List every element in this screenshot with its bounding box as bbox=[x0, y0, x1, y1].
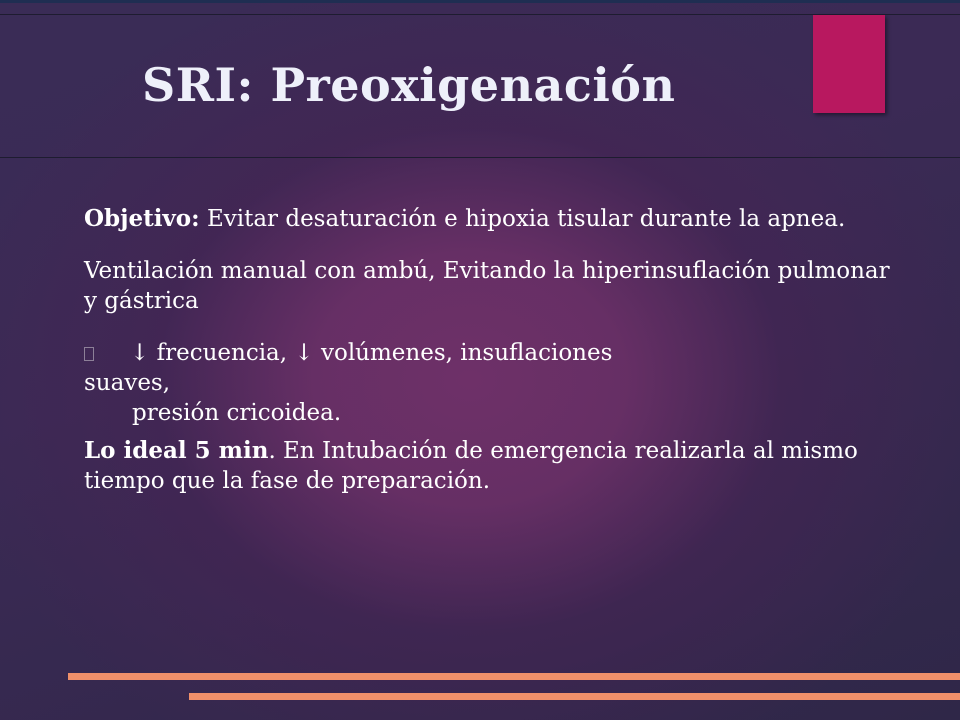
missing-glyph-icon bbox=[84, 347, 94, 361]
decorative-bar-upper bbox=[68, 673, 960, 680]
technique-line-3: presión cricoidea. bbox=[132, 400, 342, 426]
objective-label: Objetivo: bbox=[84, 205, 200, 232]
ventilation-paragraph bbox=[84, 256, 894, 316]
slide-title: SRI: Preoxigenación bbox=[142, 58, 676, 112]
timing-paragraph bbox=[84, 436, 894, 496]
slide-body bbox=[84, 204, 894, 518]
top-border-line bbox=[0, 0, 960, 3]
timing-text: . En Intubación de emergencia realizarla al mismo tiempo que la fase de preparación. bbox=[84, 438, 858, 494]
technique-line-2: suaves, bbox=[84, 370, 171, 396]
objective-paragraph bbox=[84, 204, 894, 234]
technique-paragraph bbox=[84, 338, 894, 428]
decorative-bar-lower bbox=[189, 693, 960, 700]
timing-bold: Lo ideal 5 min bbox=[84, 437, 269, 464]
objective-text: Evitar desaturación e hipoxia tisular durante la apnea. bbox=[199, 206, 846, 232]
accent-square bbox=[813, 15, 885, 113]
ventilation-text: Ventilación manual con ambú, Evitando la hiperinsuflación pulmonar y gástrica bbox=[84, 258, 890, 314]
technique-line-1: ↓ frecuencia, ↓ volúmenes, insuflaciones bbox=[130, 340, 613, 366]
